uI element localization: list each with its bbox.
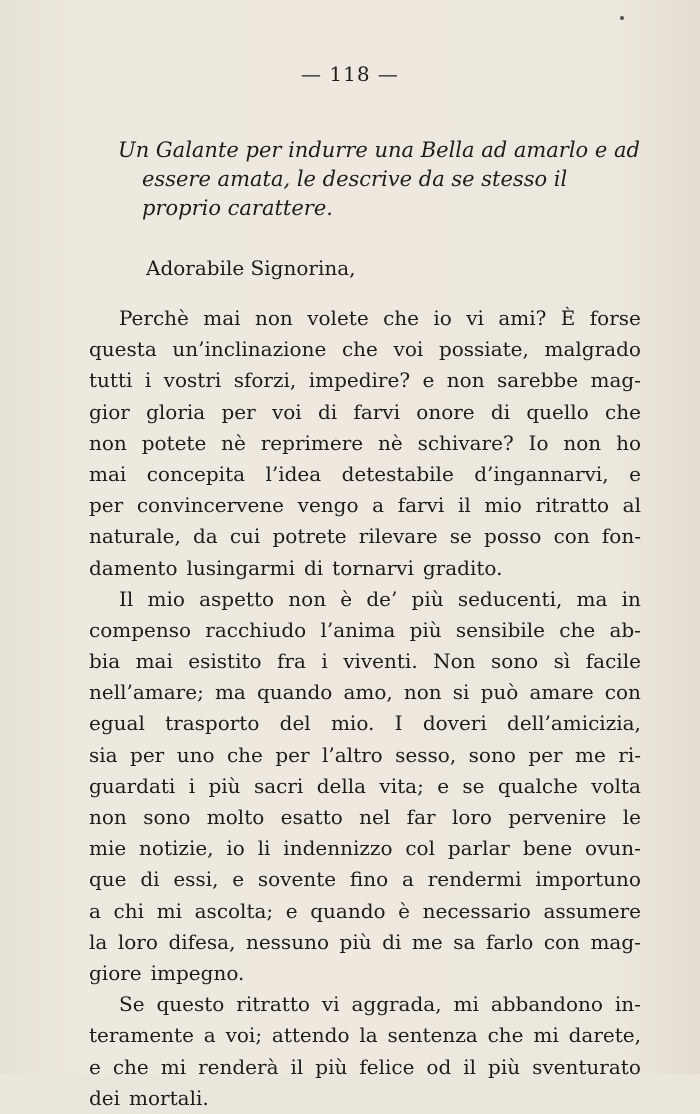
text-line: naturale, da cui potrete rilevare se posso con fon- <box>89 524 641 549</box>
letter-body <box>89 303 641 1114</box>
letter-heading: Un Galante per indurre una Bella ad amarlo e ad essere amata, le descrive da se stesso il proprio carattere. <box>118 138 640 220</box>
text-line: non sono molto esatto nel far loro pervenire le <box>89 805 641 829</box>
text-line: mie notizie, io li indennizzo col parlar bene ovun- <box>89 836 641 861</box>
text-line: giore impegno. <box>89 960 245 985</box>
text-line: bia mai esistito fra i viventi. Non sono sì facile <box>89 649 641 674</box>
text-line: sia per uno che per l’altro sesso, sono per me ri- <box>89 742 641 767</box>
text-line: non potete nè reprimere nè schivare? Io non ho <box>89 430 641 455</box>
text-line: damento lusingarmi di tornarvi gradito. <box>89 555 503 580</box>
text-line: que di essi, e sovente fino a rendermi importuno <box>89 867 641 892</box>
text-line: la loro difesa, nessuno più di me sa farlo con mag- <box>89 929 641 954</box>
text-line: compenso racchiudo l’anima più sensibile che ab- <box>89 617 641 642</box>
text-line: tutti i vostri sforzi, impedire? e non sarebbe mag- <box>89 368 641 393</box>
text-line: per convincervene vengo a farvi il mio ritratto al <box>89 493 641 518</box>
text-line: gior gloria per voi di farvi onore di quello che <box>89 399 641 424</box>
text-line: nell’amare; ma quando amo, non si può amare con <box>89 680 641 705</box>
text-line: Il mio aspetto non è de’ più seducenti, ma in <box>119 586 641 611</box>
text-line: guardati i più sacri della vita; e se qualche volta <box>89 773 641 798</box>
text-line: a chi mi ascolta; e quando è necessario assumere <box>89 898 641 923</box>
text-line: Se questo ritratto vi aggrada, mi abbandono in- <box>119 992 641 1017</box>
salutation: Adorabile Signorina, <box>146 256 356 280</box>
page-number: — 118 — <box>301 62 399 86</box>
text-line: Perchè mai non volete che io vi ami? È forse <box>119 306 641 330</box>
text-line: e che mi renderà il più felice od il più sventurato <box>89 1054 641 1079</box>
text-line: egual trasporto del mio. I doveri dell’amicizia, <box>89 711 641 736</box>
text-line: dei mortali. <box>89 1085 209 1110</box>
text-line: mai concepita l’idea detestabile d’ingannarvi, e <box>89 461 641 486</box>
ink-speck <box>620 16 624 20</box>
text-line: teramente a voi; attendo la sentenza che mi darete, <box>89 1023 641 1048</box>
text-line: questa un’inclinazione che voi possiate, malgrado <box>89 337 641 362</box>
